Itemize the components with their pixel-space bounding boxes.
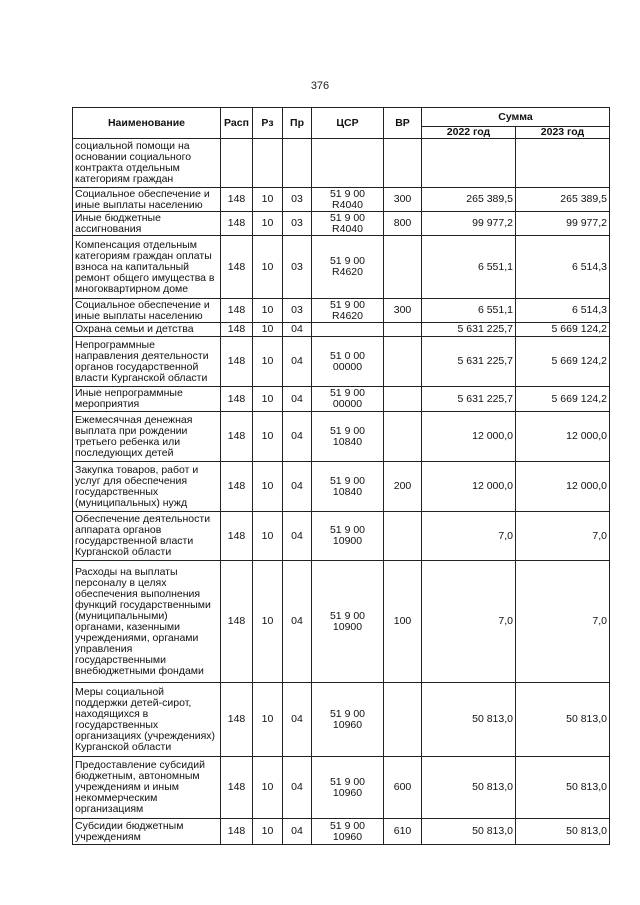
row-rz: 10 <box>253 819 283 845</box>
row-rz: 10 <box>253 412 283 462</box>
row-csr: 51 9 00 R4040 <box>312 188 384 212</box>
row-rasp: 148 <box>221 236 253 299</box>
row-vr <box>384 236 422 299</box>
row-csr <box>312 139 384 188</box>
header-year-2023: 2023 год <box>516 127 610 139</box>
row-name: Обеспечение деятельности аппарата органов государственной власти Курганской области <box>73 512 221 561</box>
table-row <box>73 236 610 299</box>
row-pr: 03 <box>283 299 312 323</box>
row-csr <box>312 323 384 337</box>
row-name: Непрограммные направления деятельности органов государственной власти Курганской области <box>73 337 221 387</box>
row-sum-2023: 6 514,3 <box>516 299 610 323</box>
row-name: Социальное обеспечение и иные выплаты населению <box>73 299 221 323</box>
row-rz: 10 <box>253 323 283 337</box>
row-csr: 51 9 00 00000 <box>312 387 384 412</box>
table-row <box>73 561 610 683</box>
row-vr <box>384 323 422 337</box>
row-name: Компенсация отдельным категориям граждан оплаты взноса на капитальный ремонт общего имущества в многоквартирном доме <box>73 236 221 299</box>
row-sum-2023: 12 000,0 <box>516 462 610 512</box>
row-sum-2022: 50 813,0 <box>422 683 516 757</box>
row-vr <box>384 387 422 412</box>
row-name: Социальное обеспечение и иные выплаты населению <box>73 188 221 212</box>
row-rz: 10 <box>253 188 283 212</box>
table-row <box>73 387 610 412</box>
row-sum-2022: 50 813,0 <box>422 757 516 819</box>
row-csr: 51 9 00 10900 <box>312 561 384 683</box>
header-sum: Сумма <box>422 108 610 127</box>
table-row <box>73 139 610 188</box>
row-sum-2022: 265 389,5 <box>422 188 516 212</box>
row-rasp: 148 <box>221 323 253 337</box>
row-rz: 10 <box>253 212 283 236</box>
row-pr: 03 <box>283 236 312 299</box>
row-csr: 51 9 00 10900 <box>312 512 384 561</box>
row-name: Охрана семьи и детства <box>73 323 221 337</box>
row-vr: 200 <box>384 462 422 512</box>
row-rz: 10 <box>253 236 283 299</box>
table-row <box>73 412 610 462</box>
row-pr: 04 <box>283 462 312 512</box>
row-pr: 04 <box>283 412 312 462</box>
row-vr: 300 <box>384 299 422 323</box>
row-csr: 51 9 00 10840 <box>312 462 384 512</box>
row-vr: 300 <box>384 188 422 212</box>
header-rasp: Расп <box>221 108 253 139</box>
row-vr: 100 <box>384 561 422 683</box>
row-csr: 51 9 00 10840 <box>312 412 384 462</box>
row-name: Ежемесячная денежная выплата при рождении третьего ребенка или последующих детей <box>73 412 221 462</box>
table-row <box>73 188 610 212</box>
row-rz: 10 <box>253 683 283 757</box>
row-name: Расходы на выплаты персоналу в целях обеспечения выполнения функций государственными (муниципальными) органами, казенными учреждениями, органами управления государственными внебюджетными фондами <box>73 561 221 683</box>
row-rz: 10 <box>253 337 283 387</box>
row-rasp: 148 <box>221 387 253 412</box>
table-row <box>73 212 610 236</box>
row-sum-2022: 5 631 225,7 <box>422 337 516 387</box>
row-vr <box>384 337 422 387</box>
row-vr: 600 <box>384 757 422 819</box>
row-rz: 10 <box>253 299 283 323</box>
row-rz: 10 <box>253 387 283 412</box>
row-rasp: 148 <box>221 212 253 236</box>
row-csr: 51 9 00 R4620 <box>312 236 384 299</box>
row-sum-2022: 12 000,0 <box>422 412 516 462</box>
row-sum-2023: 6 514,3 <box>516 236 610 299</box>
header-year-2022: 2022 год <box>422 127 516 139</box>
row-csr: 51 9 00 R4040 <box>312 212 384 236</box>
table-row <box>73 323 610 337</box>
row-sum-2023: 5 669 124,2 <box>516 337 610 387</box>
row-rz <box>253 139 283 188</box>
row-sum-2022 <box>422 139 516 188</box>
row-pr <box>283 139 312 188</box>
row-name: Субсидии бюджетным учреждениям <box>73 819 221 845</box>
table-row <box>73 683 610 757</box>
row-name: Меры социальной поддержки детей-сирот, находящихся в государственных организациях (учреждениях) Курганской области <box>73 683 221 757</box>
row-csr: 51 9 00 10960 <box>312 757 384 819</box>
row-sum-2023: 50 813,0 <box>516 757 610 819</box>
row-sum-2023: 50 813,0 <box>516 819 610 845</box>
row-pr: 04 <box>283 387 312 412</box>
row-rasp: 148 <box>221 561 253 683</box>
header-csr: ЦСР <box>312 108 384 139</box>
row-vr <box>384 412 422 462</box>
row-sum-2023 <box>516 139 610 188</box>
row-rasp: 148 <box>221 819 253 845</box>
row-sum-2022: 5 631 225,7 <box>422 323 516 337</box>
row-name: Закупка товаров, работ и услуг для обеспечения государственных (муниципальных) нужд <box>73 462 221 512</box>
row-sum-2023: 7,0 <box>516 561 610 683</box>
row-sum-2022: 7,0 <box>422 561 516 683</box>
row-rz: 10 <box>253 462 283 512</box>
row-csr: 51 0 00 00000 <box>312 337 384 387</box>
row-rz: 10 <box>253 512 283 561</box>
row-sum-2023: 12 000,0 <box>516 412 610 462</box>
header-vr: ВР <box>384 108 422 139</box>
row-rz: 10 <box>253 757 283 819</box>
row-sum-2022: 12 000,0 <box>422 462 516 512</box>
row-sum-2022: 50 813,0 <box>422 819 516 845</box>
row-vr <box>384 512 422 561</box>
table-row <box>73 462 610 512</box>
header-name: Наименование <box>73 108 221 139</box>
row-rasp: 148 <box>221 299 253 323</box>
row-csr: 51 9 00 R4620 <box>312 299 384 323</box>
row-csr: 51 9 00 10960 <box>312 683 384 757</box>
row-name: Иные непрограммные мероприятия <box>73 387 221 412</box>
row-sum-2023: 265 389,5 <box>516 188 610 212</box>
row-sum-2022: 6 551,1 <box>422 236 516 299</box>
row-pr: 04 <box>283 683 312 757</box>
row-pr: 03 <box>283 188 312 212</box>
row-rasp: 148 <box>221 757 253 819</box>
row-vr <box>384 683 422 757</box>
table-row <box>73 299 610 323</box>
row-rasp: 148 <box>221 337 253 387</box>
row-name: социальной помощи на основании социального контракта отдельным категориям граждан <box>73 139 221 188</box>
row-rasp <box>221 139 253 188</box>
row-rasp: 148 <box>221 683 253 757</box>
table-row <box>73 512 610 561</box>
row-rz: 10 <box>253 561 283 683</box>
row-pr: 04 <box>283 819 312 845</box>
row-rasp: 148 <box>221 412 253 462</box>
row-pr: 04 <box>283 323 312 337</box>
row-sum-2023: 7,0 <box>516 512 610 561</box>
row-rasp: 148 <box>221 188 253 212</box>
row-vr <box>384 139 422 188</box>
row-pr: 04 <box>283 512 312 561</box>
row-pr: 03 <box>283 212 312 236</box>
row-vr: 800 <box>384 212 422 236</box>
row-pr: 04 <box>283 561 312 683</box>
header-rz: Рз <box>253 108 283 139</box>
page-number: 376 <box>310 80 330 92</box>
row-sum-2022: 6 551,1 <box>422 299 516 323</box>
row-sum-2022: 5 631 225,7 <box>422 387 516 412</box>
header-pr: Пр <box>283 108 312 139</box>
table-row <box>73 757 610 819</box>
row-sum-2022: 99 977,2 <box>422 212 516 236</box>
row-pr: 04 <box>283 337 312 387</box>
table-row <box>73 337 610 387</box>
row-sum-2023: 99 977,2 <box>516 212 610 236</box>
row-pr: 04 <box>283 757 312 819</box>
row-rasp: 148 <box>221 512 253 561</box>
row-rasp: 148 <box>221 462 253 512</box>
row-name: Иные бюджетные ассигнования <box>73 212 221 236</box>
row-csr: 51 9 00 10960 <box>312 819 384 845</box>
budget-table <box>72 107 610 845</box>
row-sum-2023: 5 669 124,2 <box>516 323 610 337</box>
table-row <box>73 819 610 845</box>
row-sum-2022: 7,0 <box>422 512 516 561</box>
header-row <box>73 108 610 127</box>
row-sum-2023: 5 669 124,2 <box>516 387 610 412</box>
row-sum-2023: 50 813,0 <box>516 683 610 757</box>
row-name: Предоставление субсидий бюджетным, автономным учреждениям и иным некоммерческим организациям <box>73 757 221 819</box>
row-vr: 610 <box>384 819 422 845</box>
